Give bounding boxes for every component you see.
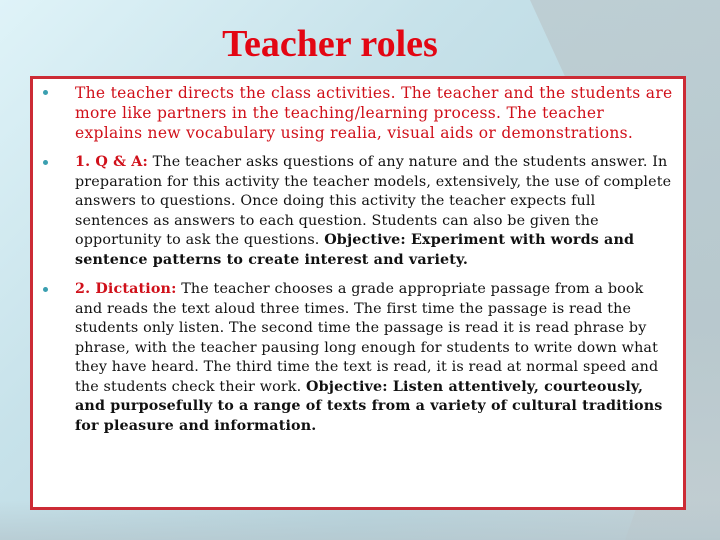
item-label: 1. Q & A: xyxy=(75,154,148,170)
list-item-qa xyxy=(41,153,673,270)
list-item-intro xyxy=(41,83,673,143)
bullet-icon xyxy=(43,160,48,165)
item-text: The teacher chooses a grade appropriate passage from a book and reads the text aloud three times. The first time the passage is read the students only listen. The second time the passage is read it is read phrase by phrase, with the teacher pausing long enough for students to write down what they have heard. The third time the text is read, it is read at normal speed and the students check their work. xyxy=(75,281,659,395)
item-objective: Objective: Listen attentively, courteously, and purposefully to a range of texts from a variety of cultural traditions for pleasure and information. xyxy=(75,378,663,434)
content-box xyxy=(30,76,686,510)
bullet-icon xyxy=(43,287,48,292)
item-objective: Objective: Experiment with words and sentence patterns to create interest and variety. xyxy=(75,232,635,268)
item-label: 2. Dictation: xyxy=(75,281,177,297)
bullet-icon xyxy=(43,90,48,95)
slide-title: Teacher roles xyxy=(222,23,438,65)
intro-text: The teacher directs the class activities. The teacher and the students are more like partners in the teaching/learning process. The teacher explains new vocabulary using realia, visual aids or demonstrations. xyxy=(75,84,673,142)
list-item-dictation xyxy=(41,280,673,436)
item-text: The teacher asks questions of any nature and the students answer. In preparation for this activity the teacher models, extensively, the use of complete answers to questions. Once doing this activity the teacher expects full sentences as answers to each question. Students can also be given the opportunity to ask the questions. xyxy=(75,154,672,248)
